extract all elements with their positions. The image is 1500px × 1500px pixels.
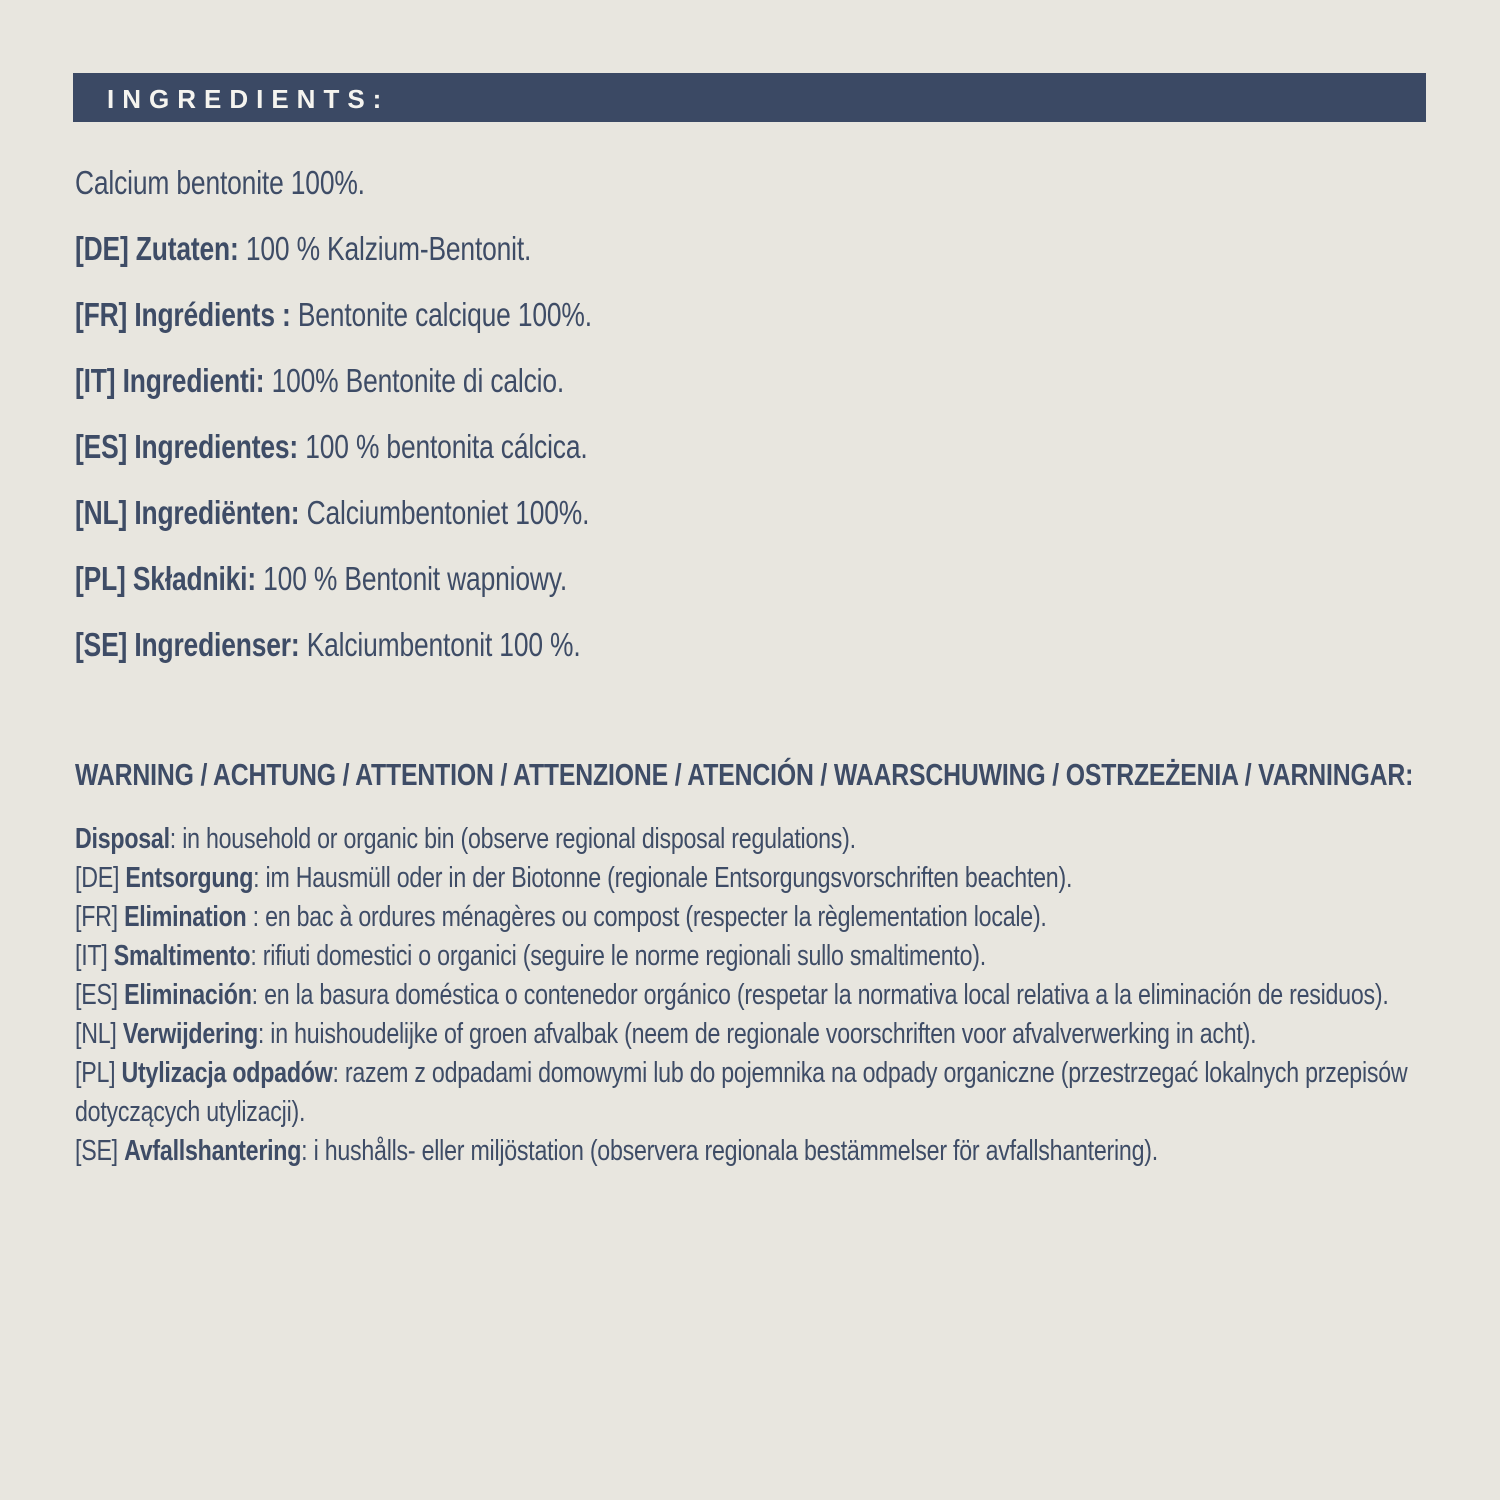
warning-heading: WARNING / ACHTUNG / ATTENTION / ATTENZIONE / ATENCIÓN / WAARSCHUWING / OSTRZEŻENIA / VARNINGAR: <box>75 757 1414 792</box>
warning-value: : en bac à ordures ménagères ou compost (respecter la règlementation locale). <box>246 901 1047 933</box>
warning-line-es <box>75 976 1439 1015</box>
language-tag: [NL] <box>75 1018 117 1050</box>
warning-label: Disposal <box>75 823 170 855</box>
warning-label: Eliminación <box>124 979 252 1011</box>
warning-value: : razem z odpadami domowymi lub do pojemnika na odpady organiczne (przestrzegać lokalnych przepisów dotyczących utylizacji). <box>75 1057 1408 1128</box>
warning-label: Avfallshantering <box>124 1135 302 1167</box>
warning-label: Utylizacja odpadów <box>121 1057 333 1089</box>
warning-label: Entsorgung <box>125 862 254 894</box>
warning-value: : i hushålls- eller miljöstation (observera regionala bestämmelser för avfallshantering). <box>301 1135 1158 1167</box>
warning-label: Verwijdering <box>122 1018 258 1050</box>
ingredient-line-fr <box>75 295 1439 334</box>
ingredient-label: Ingrediënten: <box>134 494 300 531</box>
ingredient-value: 100% Bentonite di calcio. <box>271 362 565 399</box>
ingredient-value: 100 % Bentonit wapniowy. <box>263 560 568 597</box>
language-tag: [FR] <box>75 296 128 333</box>
ingredients-section <box>75 163 1439 664</box>
warning-label: Elimination <box>124 901 247 933</box>
ingredient-value: Bentonite calcique 100%. <box>297 296 592 333</box>
ingredient-label: Składniki: <box>132 560 256 597</box>
language-tag: [NL] <box>75 494 128 531</box>
ingredient-value: Kalciumbentonit 100 %. <box>306 626 581 663</box>
language-tag: [ES] <box>75 428 128 465</box>
ingredient-label: Ingredienti: <box>122 362 265 399</box>
ingredients-header-bar <box>73 73 1426 122</box>
ingredient-line-it <box>75 361 1439 400</box>
ingredient-value: 100 % Kalzium-Bentonit. <box>245 230 532 267</box>
warning-value: : rifiuti domestici o organici (seguire le norme regionali sullo smaltimento). <box>250 940 986 972</box>
ingredient-value: 100 % bentonita cálcica. <box>305 428 588 465</box>
ingredient-line-de <box>75 229 1439 268</box>
warning-section <box>75 755 1439 1171</box>
warning-value: : in household or organic bin (observe regional disposal regulations). <box>169 823 856 855</box>
label-body <box>75 163 1439 1171</box>
warning-value: : in huishoudelijke of groen afvalbak (neem de regionale voorschriften voor afvalverwerking in acht). <box>257 1018 1257 1050</box>
language-tag: [PL] <box>75 560 126 597</box>
warning-value: : en la basura doméstica o contenedor orgánico (respetar la normativa local relativa a la eliminación de residuos). <box>251 979 1389 1011</box>
warning-line-de <box>75 859 1439 898</box>
ingredient-value: Calciumbentoniet 100%. <box>306 494 590 531</box>
ingredient-label: Ingrédients : <box>134 296 291 333</box>
warning-value: : im Hausmüll oder in der Biotonne (regionale Entsorgungsvorschriften beachten). <box>253 862 1073 894</box>
warning-line-se <box>75 1132 1439 1171</box>
ingredient-label: Ingredienser: <box>134 626 300 663</box>
ingredient-label: Zutaten: <box>135 230 239 267</box>
language-tag: [SE] <box>75 626 128 663</box>
ingredient-line-se <box>75 625 1439 664</box>
language-tag: [IT] <box>75 940 108 972</box>
ingredient-main-line: Calcium bentonite 100%. <box>75 164 365 201</box>
ingredient-line-nl <box>75 493 1439 532</box>
language-tag: [PL] <box>75 1057 116 1089</box>
warning-line-fr <box>75 898 1439 937</box>
language-tag: [DE] <box>75 230 129 267</box>
warning-line-en <box>75 820 1439 859</box>
language-tag: [FR] <box>75 901 118 933</box>
ingredients-header-title: INGREDIENTS: <box>107 83 390 114</box>
language-tag: [DE] <box>75 862 120 894</box>
ingredient-line-es <box>75 427 1439 466</box>
warning-label: Smaltimento <box>113 940 251 972</box>
language-tag: [IT] <box>75 362 116 399</box>
ingredient-label: Ingredientes: <box>134 428 299 465</box>
language-tag: [SE] <box>75 1135 118 1167</box>
language-tag: [ES] <box>75 979 118 1011</box>
ingredient-line-pl <box>75 559 1439 598</box>
warning-line-pl <box>75 1054 1439 1132</box>
warning-line-nl <box>75 1015 1439 1054</box>
warning-line-it <box>75 937 1439 976</box>
